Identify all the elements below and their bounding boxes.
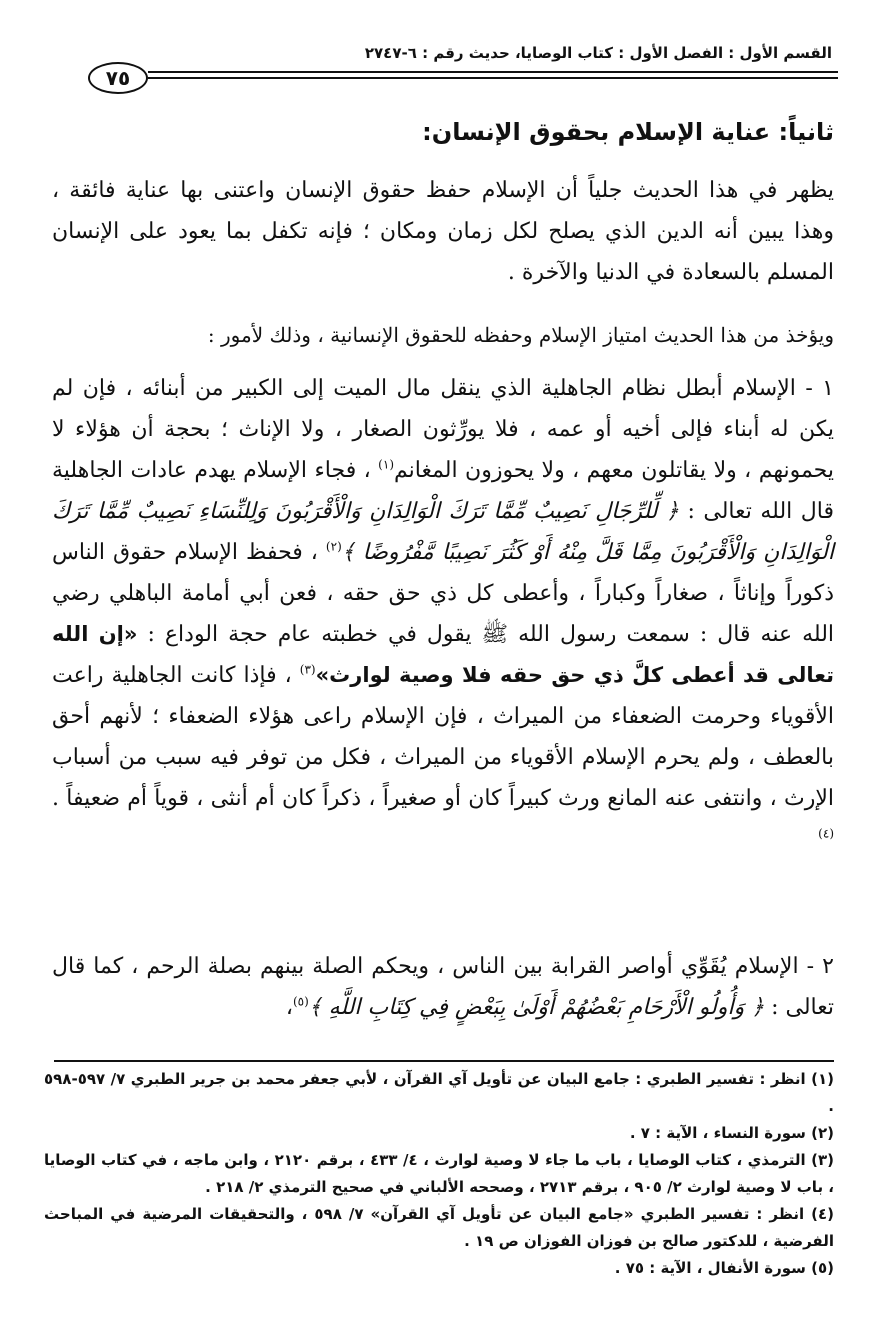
running-header: القسم الأول : الفصل الأول : كتاب الوصايا، حديث رقم : ٦-٢٧٤٧ [364, 44, 832, 62]
footnote-ref-2[interactable]: (٢) [325, 539, 342, 554]
header-rule-bottom [148, 77, 838, 79]
page-number: ٧٥ [88, 62, 148, 94]
hadith-quote: «إن الله تعالى قد أعطى كلَّ ذي حق حقه فلا وصية لوارث» [52, 622, 834, 687]
footnote-ref-3[interactable]: (٣) [299, 662, 316, 677]
footnote-item: (٤) انظر : تفسير الطبري «جامع البيان عن تأويل آي القرآن» ٧/ ٥٩٨ ، والتحقيقات المرضية في المباحث الفرضية ، للدكتور صالح بن فوزان الفوزان ص ١٩ . [44, 1205, 834, 1250]
text-segment: ، فإذا كانت الجاهلية راعت الأقوياء وحرمت الضعفاء من الميراث ، فإن الإسلام راعى هؤلاء الضعفاء ؛ لأنهم أحق بالعطف ، ولم يحرم الإسلام الأقوياء من الميراث ، فكل من توفر فيه سبب من أسباب الإرث ، وانتفى عنه المانع ورث كبيراً كان أو صغيراً ، ذكراً كان أم أنثى ، قوياً أم ضعيفاً . [52, 663, 834, 811]
text-segment: ، فحفظ الإسلام حقوق الناس ذكوراً وإناثاً ، صغاراً وكباراً ، وأعطى كل ذي حق حقه ، فعن أبي أمامة الباهلي رضي الله عنه قال : سمعت رسول الله ﷺ يقول في خطبته عام حجة الوداع : [52, 540, 835, 647]
section-heading: ثانياً: عناية الإسلام بحقوق الإنسان: [422, 118, 834, 146]
quran-verse: ﴿ لِّلرِّجَالِ نَصِيبٌ مِّمَّا تَرَكَ الْوَالِدَانِ وَالْأَقْرَبُونَ وَلِلنِّسَاءِ نَصِيبٌ مِّمَّا تَرَكَ الْوَالِدَانِ وَالْأَقْرَبُونَ مِمَّا قَلَّ مِنْهُ أَوْ كَثُرَ نَصِيبًا مَّفْرُوضًا ﴾ [52, 499, 834, 565]
paragraph-point-two [52, 946, 834, 1028]
footnote-item: (٣) الترمذي ، كتاب الوصايا ، باب ما جاء لا وصية لوارث ، ٤/ ٤٣٣ ، برقم ٢١٢٠ ، وابن ماجه ، في كتاب الوصايا ، باب لا وصية لوارث ٢/ ٩٠٥ ، برقم ٢٧١٣ ، وصححه الألباني في صحيح الترمذي ٢/ ٢١٨ . [44, 1151, 834, 1196]
paragraph-intro: يظهر في هذا الحديث جلياً أن الإسلام حفظ حقوق الإنسان واعتنى بها عناية فائقة ، وهذا يبين أنه الدين الذي يصلح لكل زمان ومكان ؛ فإنه تكفل بما يعود على الإنسان المسلم بالسعادة في الدنيا والآخرة . [52, 178, 835, 285]
footnote-ref-1[interactable]: (١) [378, 457, 394, 472]
footnote-ref-5[interactable]: (٥) [292, 994, 309, 1009]
footnotes-list [44, 1066, 834, 1282]
paragraph-point-one [52, 368, 834, 860]
text-segment: ، [285, 995, 293, 1020]
header-rule-top [148, 71, 838, 73]
quran-verse: ﴿ وَأُولُو الْأَرْحَامِ بَعْضُهُمْ أَوْلَىٰ بِبَعْضٍ فِي كِتَابِ اللَّهِ ﴾ [308, 995, 765, 1020]
footnote-item: (٢) سورة النساء ، الآية : ٧ . [629, 1124, 834, 1142]
paragraph-lead: ويؤخذ من هذا الحديث امتياز الإسلام وحفظه للحقوق الإنسانية ، وذلك لأمور : [207, 323, 834, 347]
footnote-item: (١) انظر : تفسير الطبري : جامع البيان عن تأويل آي القرآن ، لأبي جعفر محمد بن جرير الطبري ٧/ ٥٩٧-٥٩٨ . [44, 1070, 834, 1115]
footnote-ref-4[interactable]: (٤) [818, 826, 834, 841]
text-segment: ٢ - الإسلام يُقَوِّي أواصر القرابة بين الناس ، ويحكم الصلة بينهم بصلة الرحم ، كما قال تعالى : [52, 954, 834, 1020]
text-segment: ١ - الإسلام أبطل نظام الجاهلية الذي ينقل مال الميت إلى الكبير من أبنائه ، فإن لم يكن له أبناء فإلى أخيه أو عمه ، فلا يورِّثون الصغار ، ولا الإناث ؛ بحجة أن هؤلاء لا يحمونهم ، ولا يقاتلون معهم ، ولا يحوزون المغانم [52, 376, 835, 483]
text-segment: ، فجاء الإسلام يهدم عادات الجاهلية قال الله تعالى : [52, 458, 835, 524]
footnote-separator [54, 1060, 834, 1062]
footnote-item: (٥) سورة الأنفال ، الآية : ٧٥ . [614, 1259, 834, 1277]
